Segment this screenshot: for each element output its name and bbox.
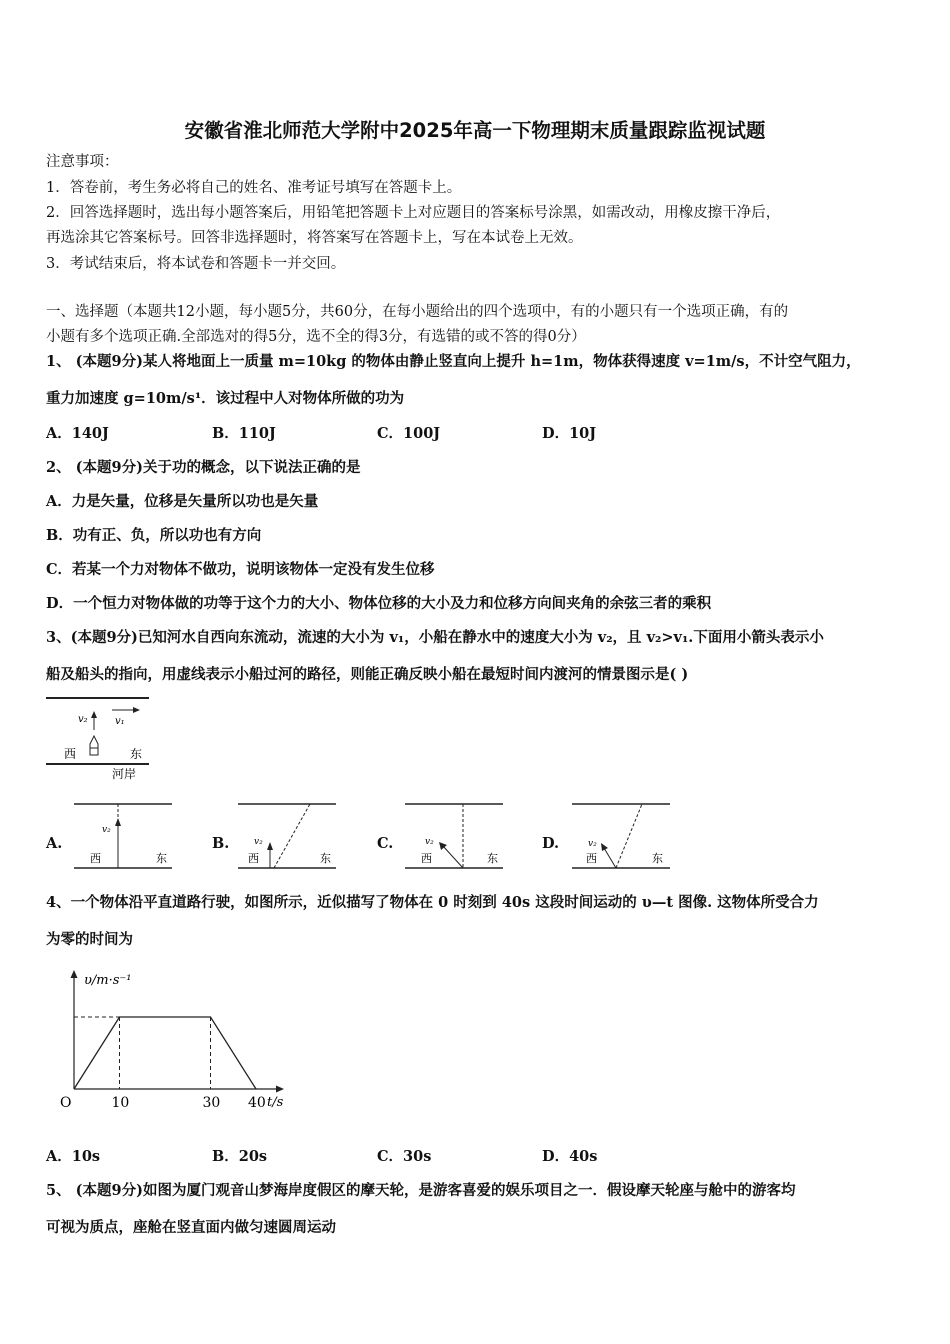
q3-option-a: A.: [46, 835, 63, 852]
q1-option-a: A．140J: [46, 425, 109, 442]
q5-stem-cont: 可视为质点，座舱在竖直面内做匀速圆周运动: [46, 1219, 336, 1236]
q3-c-v2: v₂: [425, 837, 434, 847]
q3-option-b-figure: [236, 800, 340, 872]
q3-option-d: D.: [542, 835, 560, 852]
q3-option-a-figure: [72, 800, 176, 872]
q2-option-b: B．功有正、负，所以功也有方向: [46, 527, 262, 544]
notice-item: 1．答卷前，考生务必将自己的姓名、准考证号填写在答题卡上。: [46, 180, 462, 196]
q3-d-v2: v₂: [588, 839, 597, 849]
notice-heading: 注意事项：: [46, 154, 119, 170]
q4-option-d: D．40s: [542, 1148, 598, 1165]
x-tick-label-1: 10: [111, 1095, 130, 1111]
q3-b-east: 东: [320, 852, 331, 865]
q1-stem-cont: 重力加速度 g=10m/s¹．该过程中人对物体所做的功为: [46, 390, 405, 407]
q3-option-d-figure: [570, 800, 674, 872]
q3-d-west: 西: [586, 852, 597, 865]
q3-river-figure: [44, 692, 154, 782]
x-axis-arrow: [276, 1086, 284, 1093]
q3-c-east: 东: [487, 852, 498, 865]
y-axis-arrow: [71, 970, 78, 978]
page-title: 安徽省淮北师范大学附中2025年高一下物理期末质量跟踪监视试题: [184, 119, 766, 142]
x-tick-label-3: 40: [248, 1095, 266, 1111]
q1-stem: 1、 (本题9分)某人将地面上一质量 m=10kg 的物体由静止竖直向上提升 h=1m，物体获得速度 v=1m/s，不计空气阻力，: [46, 353, 861, 370]
q3-stem: 3、(本题9分)已知河水自西向东流动，流速的大小为 v₁，小船在静水中的速度大小为 v₂，且 v₂>v₁.下面用小箭头表示小: [46, 629, 824, 646]
q3-stem-cont: 船及船头的指向，用虚线表示小船过河的路径，则能正确反映小船在最短时间内渡河的情景图示是( ): [46, 666, 689, 683]
q4-option-b: B．20s: [212, 1148, 268, 1165]
q3-a-west: 西: [90, 852, 101, 865]
q3-a-v2: v₂: [102, 825, 111, 835]
q3-option-c: C.: [377, 835, 394, 852]
q3-option-b: B.: [212, 835, 230, 852]
q1-option-d: D．10J: [542, 425, 597, 442]
notice-item: 再选涂其它答案标号。回答非选择题时，将答案写在答题卡上，写在本试卷上无效。: [46, 230, 583, 246]
q3-d-east: 东: [652, 852, 663, 865]
q3-fig-bank: 河岸: [112, 767, 137, 781]
x-tick-label-2: 30: [202, 1095, 221, 1111]
notice-item: 3．考试结束后，将本试卷和答题卡一并交回。: [46, 256, 346, 272]
q3-b-west: 西: [248, 852, 259, 865]
q3-a-east: 东: [156, 852, 167, 865]
q2-option-d: D．一个恒力对物体做的功等于这个力的大小、物体位移的大小及力和位移方向间夹角的余弦三者的乘积: [46, 595, 712, 612]
q4-stem: 4、一个物体沿平直道路行驶，如图所示，近似描写了物体在 0 时刻到 40s 这段时间运动的 υ—t 图像. 这物体所受合力: [46, 894, 819, 911]
boat-icon: [90, 736, 98, 755]
q3-fig-v1-label: v₁: [115, 716, 125, 727]
q1-option-c: C．100J: [377, 425, 441, 442]
q3-c-west: 西: [421, 852, 432, 865]
velocity-series-line: [74, 1017, 256, 1089]
x-tick-label-0: O: [60, 1095, 72, 1111]
q4-option-a: A．10s: [46, 1148, 101, 1165]
q4-option-c: C．30s: [377, 1148, 432, 1165]
section-heading-cont: 小题有多个选项正确.全部选对的得5分，选不全的得3分，有选错的或不答的得0分）: [46, 329, 586, 345]
q3-fig-west: 西: [64, 747, 77, 761]
q3-option-c-figure: [403, 800, 507, 872]
q2-stem: 2、 (本题9分)关于功的概念，以下说法正确的是: [46, 459, 361, 476]
notice-item: 2．回答选择题时，选出每小题答案后，用铅笔把答题卡上对应题目的答案标号涂黑，如需改动，用橡皮擦干净后，: [46, 205, 781, 221]
x-axis-label: t/s: [267, 1095, 284, 1110]
q1-option-b: B．110J: [212, 425, 276, 442]
q3-b-v2: v₂: [254, 837, 263, 847]
q2-option-a: A．力是矢量，位移是矢量所以功也是矢量: [46, 493, 319, 510]
q3-fig-v2-label: v₂: [78, 714, 88, 725]
y-axis-label: υ/m·s⁻¹: [84, 973, 132, 988]
q3-fig-east: 东: [130, 747, 143, 761]
q4-stem-cont: 为零的时间为: [46, 931, 133, 948]
q5-stem: 5、 (本题9分)如图为厦门观音山梦海岸度假区的摩天轮，是游客喜爱的娱乐项目之一．假设摩天轮座与舱中的游客均: [46, 1182, 796, 1199]
q4-vt-chart: [50, 962, 290, 1122]
q2-option-c: C．若某一个力对物体不做功，说明该物体一定没有发生位移: [46, 561, 435, 578]
section-heading: 一、选择题（本题共12小题，每小题5分，共60分，在每小题给出的四个选项中，有的小题只有一个选项正确，有的: [46, 304, 789, 320]
